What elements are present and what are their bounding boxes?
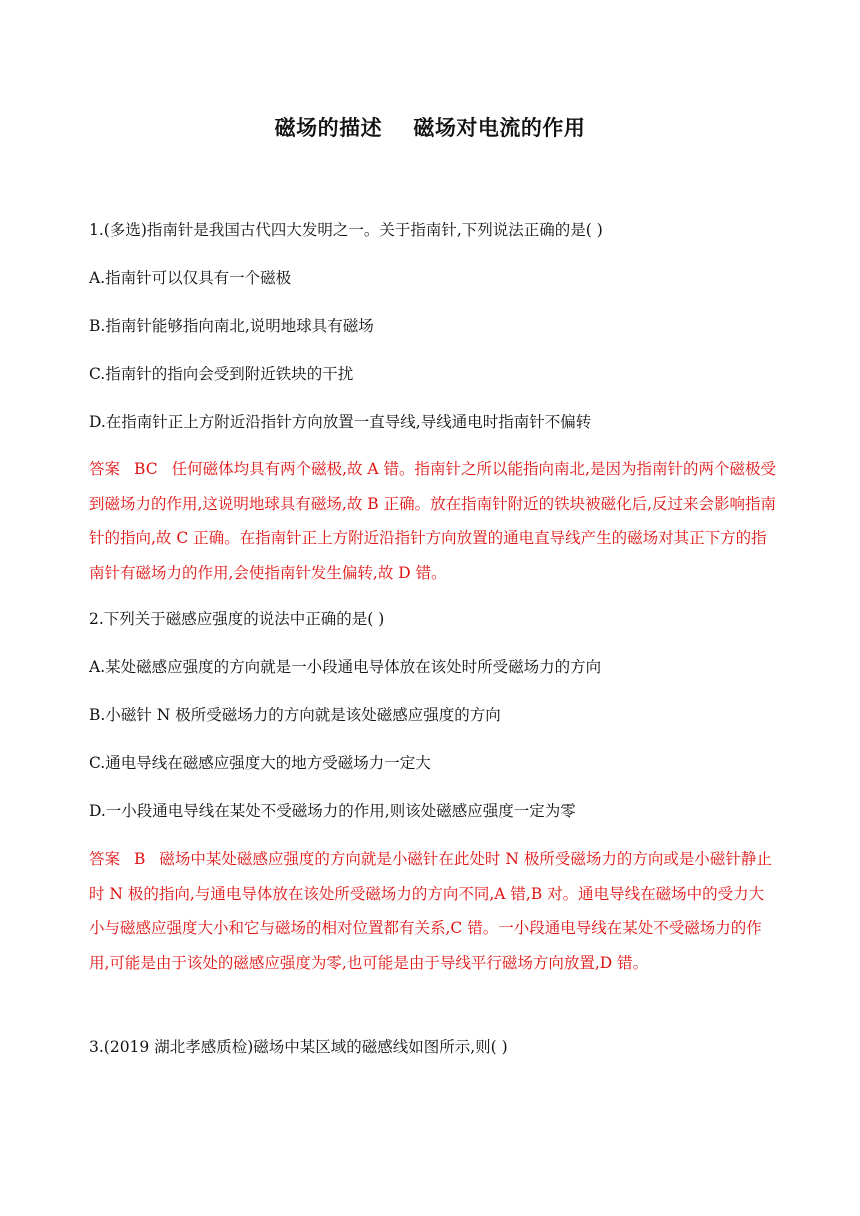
answer-explanation: 磁场中某处磁感应强度的方向就是小磁针在此处时 N 极所受磁场力的方向或是小磁针静止时 N 极的指向,与通电导体放在该处所受磁场力的方向不同,A 错,B 对。通电导线在磁场中的受力大小与磁感应强度大小和它与磁场的相对位置都有关系,C 错。一小段通电导线在某处不受磁场力的作用,可能是由于该处的磁感应强度为零,也可能是由于导线平行磁场方向放置,D 错。 [89, 850, 772, 972]
question-2-answer [89, 842, 779, 980]
question-1-answer [89, 452, 779, 590]
answer-label: 答案 [89, 850, 121, 868]
answer-key: B [134, 850, 146, 868]
question-1-option-d: D.在指南针正上方附近沿指针方向放置一直导线,导线通电时指南针不偏转 [89, 413, 592, 431]
answer-key: BC [134, 460, 158, 478]
question-2-stem: 2.下列关于磁感应强度的说法中正确的是( ) [89, 610, 385, 628]
page-title: 磁场的描述 磁场对电流的作用 [274, 116, 586, 140]
question-2-option-a: A.某处磁感应强度的方向就是一小段通电导体放在该处时所受磁场力的方向 [89, 658, 602, 676]
question-1-option-c: C.指南针的指向会受到附近铁块的干扰 [89, 365, 354, 383]
question-1-option-b: B.指南针能够指向南北,说明地球具有磁场 [89, 317, 374, 335]
question-2-option-b: B.小磁针 N 极所受磁场力的方向就是该处磁感应强度的方向 [89, 706, 501, 724]
question-2-option-c: C.通电导线在磁感应强度大的地方受磁场力一定大 [89, 754, 431, 772]
question-1-stem: 1.(多选)指南针是我国古代四大发明之一。关于指南针,下列说法正确的是( ) [89, 221, 603, 239]
answer-label: 答案 [89, 460, 121, 478]
question-1-option-a: A.指南针可以仅具有一个磁极 [89, 269, 292, 287]
answer-explanation: 任何磁体均具有两个磁极,故 A 错。指南针之所以能指向南北,是因为指南针的两个磁极受到磁场力的作用,这说明地球具有磁场,故 B 正确。放在指南针附近的铁块被磁化后,反过来会影响指南针的指向,故 C 正确。在指南针正上方附近沿指针方向放置的通电直导线产生的磁场对其正下方的指南针有磁场力的作用,会使指南针发生偏转,故 D 错。 [89, 460, 777, 582]
question-2-option-d: D.一小段通电导线在某处不受磁场力的作用,则该处磁感应强度一定为零 [89, 802, 576, 820]
question-3-stem: 3.(2019 湖北孝感质检)磁场中某区域的磁感线如图所示,则( ) [89, 1038, 508, 1056]
